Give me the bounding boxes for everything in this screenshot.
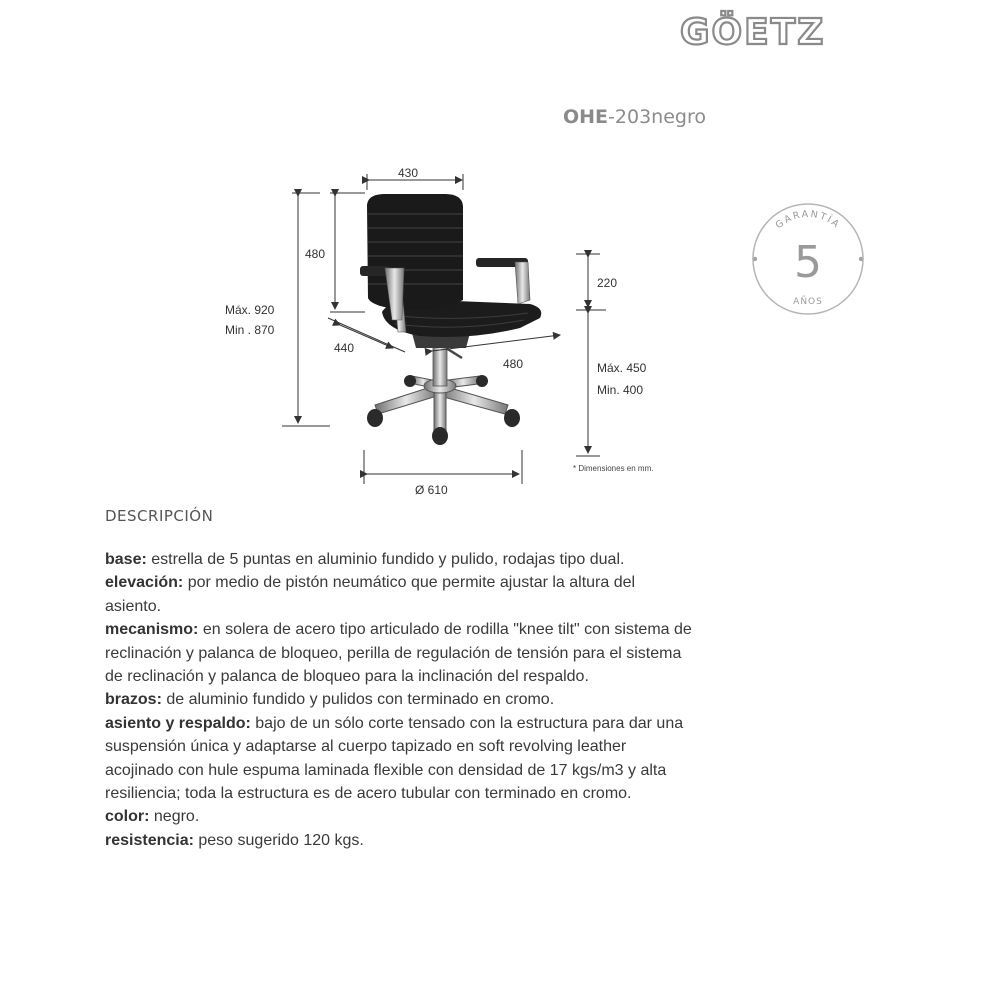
warranty-bottom-text: AÑOS xyxy=(793,297,823,307)
warranty-top-text: GARANTÍA xyxy=(773,208,843,232)
desc-item-base: base: estrella de 5 puntas en aluminio fundido y pulido, rodajas tipo dual. xyxy=(105,551,625,568)
units-note: * Dimensiones en mm. xyxy=(573,464,654,473)
desc-item-mecanismo: mecanismo: en solera de acero tipo articulado de rodilla "knee tilt" con sistema de reclinación y palanca de bloqueo, perilla de regulación de tensión para el sistema de reclinación y palanca de bloqueo para la inclinación del respaldo. xyxy=(105,621,692,686)
description-title: DESCRIPCIÓN xyxy=(105,507,214,525)
model-prefix: OHE xyxy=(563,106,609,128)
dim-total-height-min: Min . 870 xyxy=(225,323,275,337)
model-suffix: -203negro xyxy=(608,106,706,128)
dim-width-top: 430 xyxy=(398,166,419,180)
brand-logo: GÖETZ xyxy=(680,12,826,53)
dim-seat-height-min: Min. 400 xyxy=(597,383,644,397)
warranty-years-number: 5 xyxy=(794,237,822,288)
dim-back-height: 480 xyxy=(305,247,326,261)
dim-arm-height: 220 xyxy=(597,276,618,290)
svg-text:GARANTÍA xyxy=(774,209,843,231)
dim-seat-height-max: Máx. 450 xyxy=(597,361,647,375)
right-armrest xyxy=(476,258,530,304)
desc-item-elevacion: elevación: por medio de pistón neumático que permite ajustar la altura del asiento. xyxy=(105,574,636,615)
dim-seat-depth: 440 xyxy=(334,341,355,355)
chair-illustration xyxy=(360,194,541,445)
desc-item-resistencia: resistencia: peso sugerido 120 kgs. xyxy=(105,831,364,849)
desc-item-color: color: negro. xyxy=(105,808,200,826)
chair-backrest xyxy=(367,194,463,310)
dim-total-height-max: Máx. 920 xyxy=(225,303,275,317)
dim-seat-width: 480 xyxy=(503,357,524,371)
description-body xyxy=(105,548,695,852)
desc-item-asiento-respaldo: asiento y respaldo: bajo de un sólo corte tensado con la estructura para dar una suspensión única y adaptarse al cuerpo tapizado en soft revolving leather acojinado con hule espuma laminada flexible con densidad de 17 kgs/m3 y alta resiliencia; toda la estructura es de acero tubular con terminado en cromo. xyxy=(105,714,684,803)
warranty-seal xyxy=(753,204,863,314)
dim-base-diameter: Ø 610 xyxy=(415,483,448,497)
lever xyxy=(446,348,462,358)
desc-item-brazos: brazos: de aluminio fundido y pulidos con terminado en cromo. xyxy=(105,691,555,709)
